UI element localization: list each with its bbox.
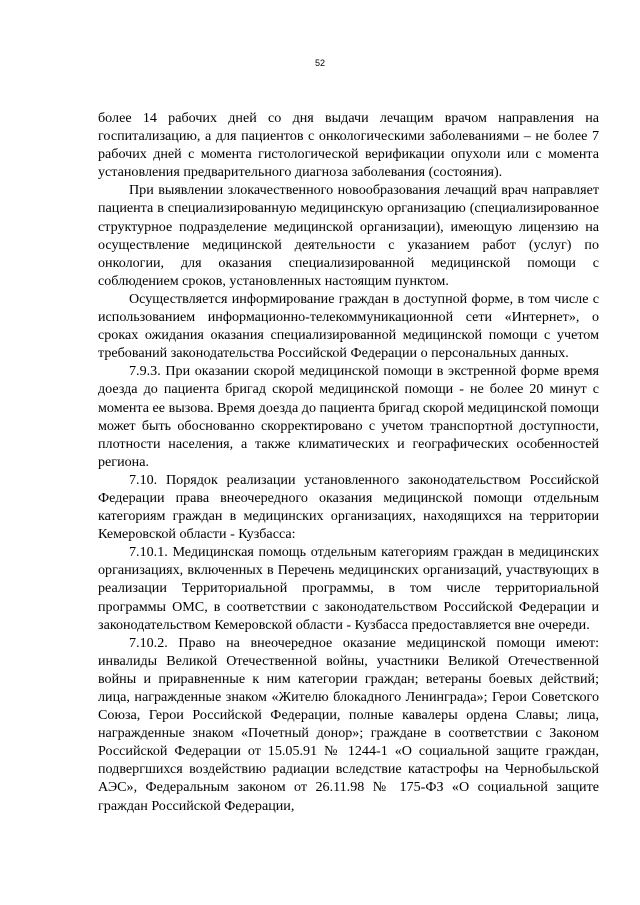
document-body (98, 109, 599, 815)
page-number: 52 (314, 58, 325, 68)
paragraph-7-9-3: 7.9.3. При оказании скорой медицинской помощи в экстренной форме время доезда до пациента бригад скорой медицинской помощи - не более 20 минут с момента ее вызова. Время доезда до пациента бригад скорой медицинской помощи может быть обоснованно скорректировано с учетом транспортной доступности, плотности населения, а также климатических и географических особенностей региона. (98, 363, 599, 470)
paragraph-7-10: 7.10. Порядок реализации установленного законодательством Российской Федерации права внеочередного оказания медицинской помощи отдельным категориям граждан в медицинских организациях, находящихся на территории Кемеровской области - Кузбасса: (98, 471, 599, 543)
paragraph-continuation: более 14 рабочих дней со дня выдачи лечащим врачом направления на госпитализацию, а для пациентов с онкологическими заболеваниями – не более 7 рабочих дней с момента гистологической верификации опухоли или с момента установления предварительного диагноза заболевания (состояния). (98, 110, 599, 181)
paragraph-informing-citizens: Осуществляется информирование граждан в доступной форме, в том числе с использованием информационно-телекоммуникационной сети «Интернет», о сроках ожидания оказания специализированной медицинской помощи с учетом требований законодательства Российской Федерации о персональных данных. (98, 290, 599, 362)
paragraph-7-10-1: 7.10.1. Медицинская помощь отдельным категориям граждан в медицинских организациях, включенных в Перечень медицинских организаций, участвующих в реализации Территориальной программы, в том числе территориальной программы ОМС, в соответствии с законодательством Российской Федерации и законодательством Кемеровской области - Кузбасса предоставляется вне очереди. (98, 544, 599, 633)
paragraph-7-10-2: 7.10.2. Право на внеочередное оказание медицинской помощи имеют: инвалиды Великой Отечественной войны, участники Великой Отечественной войны и приравненные к ним категории граждан; ветераны боевых действий; лица, награжденные знаком «Жителю блокадного Ленинграда»; Герои Советского Союза, Герои Российской Федерации, полные кавалеры ордена Славы; лица, награжденные знаком «Почетный донор»; граждане в соответствии с Законом Российской Федерации от 15.05.91 № 1244-1 «О социальной защите граждан, подвергшихся воздействию радиации вследствие катастрофы на Чернобыльской АЭС», Федеральным законом от 26.11.98 № 175-ФЗ «О социальной защите граждан Российской Федерации, (98, 634, 599, 814)
paragraph-oncology-referral: При выявлении злокачественного новообразования лечащий врач направляет пациента в специализированную медицинскую организацию (специализированное структурное подразделение медицинской организации), имеющую лицензию на осуществление медицинской деятельности с указанием работ (услуг) по онкологии, для оказания специализированной медицинской помощи с соблюдением сроков, установленных настоящим пунктом. (98, 182, 599, 289)
